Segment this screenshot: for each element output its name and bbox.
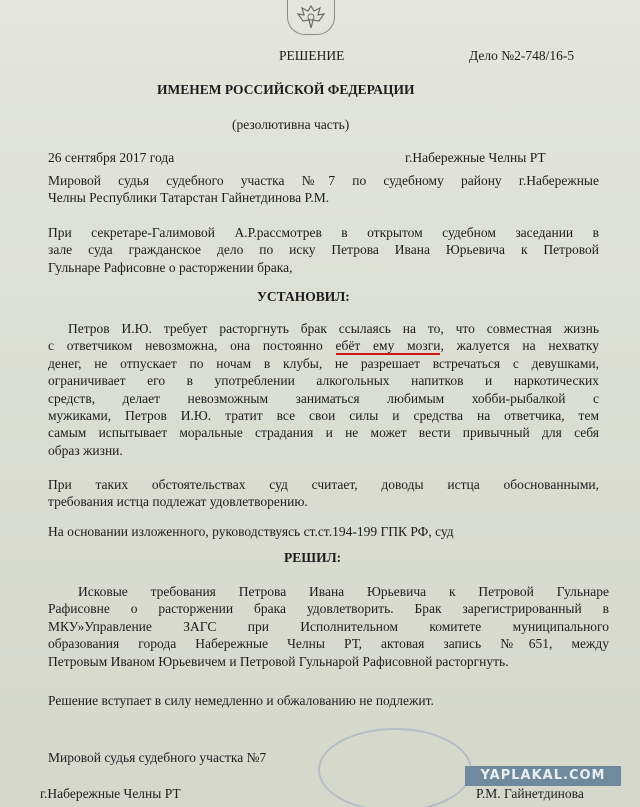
decided-paragraph: Исковые требования Петрова Ивана Юрьевича к Петровой Гульнаре Рафисовне о расторжении брака удовлетворить. Брак зарегистрированный в МКУ»Управление ЗАГС при Исполнительном комитете муниципального образования города Набережные Челны РТ, актовая запись №651, между Петровым Иваном Юрьевичем и Петровой Гульнарой Рафисовной расторгнуть. (48, 584, 609, 669)
signature-name: Р.М. Гайнетдинова (476, 786, 584, 801)
decided-heading: РЕШИЛ: (284, 550, 342, 565)
established-paragraph: Петров И.Ю. требует расторгнуть брак ссылаясь на то, что совместная жизнь с ответчиком невозможна, она постоянно ебёт ему мозги, жалуется на нехватку денег, не отпускает по ночам в клубы, не разрешает встречаться с девушками, ограничивает его в употреблении алкогольных напитков и наркотических средств, делает невозможным заниматься любимым хобби-рыбалкой с мужиками, Петров И.Ю. тратит все свои силы и средства на ответчика, тем самым испытывает моральные страдания и не может вести привычный для себя образ жизни. (48, 321, 599, 458)
intro-case-paragraph: При секретаре-Галимовой А.Р.рассмотрев в открытом судебном заседании в зале суда гражданское дело по иску Петрова Ивана Юрьевича к Петровой Гульнаре Рафисовне о расторжении брака, (48, 225, 599, 275)
basis-line: На основании изложенного, руководствуясь ст.ст.194-199 ГПК РФ, суд (48, 524, 454, 539)
red-underlined-phrase: ебёт ему мозги (335, 338, 441, 354)
double-headed-eagle-icon (293, 2, 329, 32)
underlined-line: с ответчиком невозможна, она постоянно ебёт ему мозги, жалуется на нехватку (48, 338, 599, 354)
signature-judge-title: Мировой судья судебного участка №7 (48, 750, 267, 765)
effect-line: Решение вступает в силу немедленно и обжалованию не подлежит. (48, 693, 434, 708)
court-finds-paragraph: При таких обстоятельствах суд считает, доводы истца обоснованными, требования истца подлежат удовлетворению. (48, 477, 599, 510)
coat-of-arms-emblem (287, 0, 335, 35)
established-heading: УСТАНОВИЛ: (257, 289, 350, 304)
decision-place: г.Набережные Челны РТ (405, 150, 546, 165)
resolutive-part: (резолютивна часть) (232, 117, 350, 132)
case-number: Дело №2-748/16-5 (469, 48, 575, 63)
decision-date: 26 сентября 2017 года (48, 150, 175, 165)
official-stamp (318, 728, 472, 807)
watermark-badge: YAPLAKAL.COM (465, 766, 621, 786)
in-name-heading: ИМЕНЕМ РОССИЙСКОЙ ФЕДЕРАЦИИ (157, 82, 415, 97)
signature-city: г.Набережные Челны РТ (40, 786, 181, 801)
decision-title: РЕШЕНИЕ (279, 48, 345, 63)
intro-judge-paragraph: Мировой судья судебного участка №7 по судебному району г.Набережные Челны Республики Татарстан Гайнетдинова Р.М. (48, 173, 599, 206)
